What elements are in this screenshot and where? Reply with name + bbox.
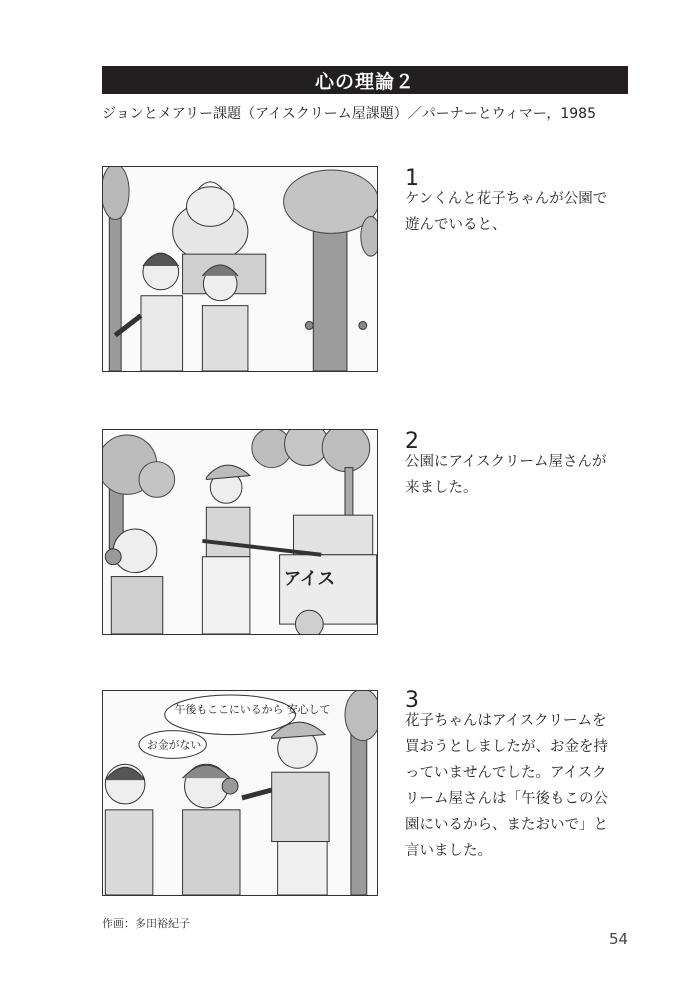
page-title: 心の理論２ (102, 66, 628, 94)
comic-panel-1 (102, 166, 378, 372)
panel-2-illustration (103, 430, 377, 634)
page-number: 54 (609, 930, 629, 948)
comic-panel-2 (102, 429, 378, 635)
cart-sign: アイス (283, 568, 336, 590)
comic-panel-3 (102, 690, 378, 896)
panel-number-3: 3 (405, 688, 419, 713)
vendor-speech-bubble: 午後もここにいるから 安心して (174, 702, 331, 716)
girl-speech-bubble: お金がない (146, 738, 202, 752)
panel-number-1: 1 (405, 166, 419, 191)
panel-caption-2: 公園にアイスクリーム屋さんが来ました。 (405, 454, 607, 496)
panel-3-illustration (103, 691, 377, 895)
page-subtitle: ジョンとメアリー課題（アイスクリーム屋課題）／パーナーとウィマー，1985 (102, 106, 596, 122)
panel-number-2: 2 (405, 429, 419, 454)
panel-caption-3: 花子ちゃんはアイスクリームを買おうとしましたが、お金を持っていませんでした。アイスクリーム屋さんは「午後もこの公園にいるから、またおいで」と言いました。 (405, 713, 608, 859)
panel-1-illustration (103, 167, 377, 371)
panel-caption-1: ケンくんと花子ちゃんが公園で遊んでいると、 (405, 191, 608, 233)
illustration-credit: 作画：多田裕紀子 (102, 917, 190, 930)
